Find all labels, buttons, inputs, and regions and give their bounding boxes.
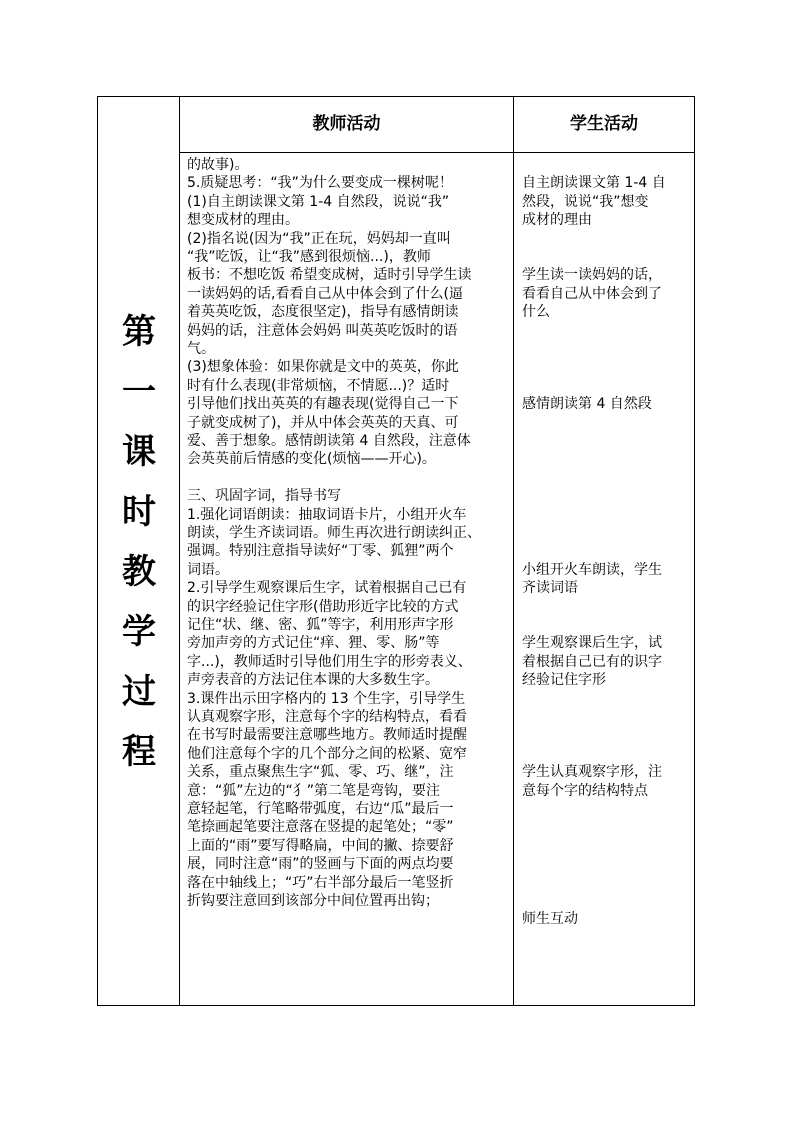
teacher-text-line: 妈妈的话，注意体会妈妈 叫英英吃饭时的语 (187, 322, 458, 339)
teacher-text-line: 意轻起笔，行笔略带弧度，右边“瓜”最后一 (187, 801, 454, 817)
student-text-line: 经验记住字形 (522, 672, 606, 689)
teacher-text-line: 在书写时最需要注意哪些地方。教师适时提醒 (187, 727, 467, 744)
student-text-line: 感情朗读第 4 自然段 (522, 396, 652, 413)
student-text-line: 学生观察课后生字，试 (522, 635, 662, 652)
teacher-text-line: 子就变成树了)，并从中体会英英的天真、可 (187, 414, 459, 431)
side-title-char: 教 (122, 552, 156, 592)
student-activity-header: 学生活动 (570, 114, 638, 134)
student-text-line: 着根据自己已有的识字 (522, 653, 662, 670)
student-text-line: 意每个字的结构特点 (522, 782, 648, 799)
header-row (180, 97, 694, 153)
teacher-text-line: 一读妈妈的话,看看自己从中体会到了什么(逼 (187, 285, 463, 302)
teacher-text-line: 意：“狐”左边的“犭”第二笔是弯钩，要注 (187, 782, 441, 799)
student-text-line: 然段，说说“我”想变 (522, 193, 649, 210)
teacher-text-line: 3.课件出示田字格内的 13 个生字，引导学生 (187, 690, 466, 707)
teacher-text-line: 爱、善于想象。感情朗读第 4 自然段，注意体 (187, 433, 471, 449)
student-text-line: 师生互动 (522, 911, 578, 928)
student-text-line: 自主朗读课文第 1-4 自 (522, 175, 666, 192)
teacher-text-line: (3)想象体验：如果你就是文中的英英，你此 (187, 359, 459, 376)
teacher-text-line: (2)指名说(因为“我”正在玩，妈妈却一直叫 (187, 230, 451, 247)
teacher-text-line: 时有什么表现(非常烦恼，不情愿...)？适时 (187, 377, 450, 394)
side-title-char: 第 (122, 312, 156, 352)
teacher-text-line: 笔捺画起笔要注意落在竖提的起笔处；“零” (187, 819, 454, 836)
teacher-text-line: 板书：不想吃饭 希望变成树，适时引导学生读 (187, 267, 472, 284)
teacher-text-line: (1)自主朗读课文第 1-4 自然段，说说“我” (187, 193, 450, 210)
teacher-activity-cell (180, 153, 514, 1005)
side-title-char: 时 (122, 492, 156, 532)
student-text-line: 学生认真观察字形，注 (522, 764, 662, 781)
teacher-text-line: “我”吃饭，让“我”感到很烦恼...)，教师 (187, 249, 431, 265)
teacher-text-line: 落在中轴线上；“巧”右半部分最后一笔竖折 (187, 874, 454, 891)
side-title-char: 过 (122, 672, 156, 712)
teacher-text-line: 气。 (187, 341, 215, 357)
teacher-text-line: 想变成材的理由。 (187, 212, 299, 229)
student-text-line: 齐读词语 (522, 580, 578, 597)
teacher-text-line: 的识字经验记住字形(借助形近字比较的方式 (187, 598, 459, 615)
teacher-text-line: 上面的“雨”要写得略扁，中间的撇、捺要舒 (187, 837, 454, 854)
teacher-text-line: 会英英前后情感的变化(烦恼——开心)。 (187, 451, 436, 468)
student-text-line: 小组开火车朗读，学生 (522, 561, 662, 578)
teacher-text-line: 词语。 (187, 561, 229, 578)
student-text-line: 看看自己从中体会到了 (522, 285, 662, 302)
student-text-line: 成材的理由 (522, 212, 592, 229)
side-title (98, 302, 180, 782)
teacher-text-line: 的故事)。 (187, 157, 249, 173)
teacher-activity-header: 教师活动 (180, 97, 514, 152)
side-title-char: 一 (122, 372, 156, 412)
teacher-text-line: 朗读，学生齐读词语。师生再次进行朗读纠正、 (187, 525, 481, 541)
teacher-text-line: 1.强化词语朗读：抽取词语卡片，小组开火车 (187, 506, 467, 523)
side-title-column (98, 97, 180, 1005)
side-title-char: 程 (122, 732, 156, 772)
student-text-line: 什么 (522, 304, 550, 321)
teacher-text-line: 三、巩固字词，指导书写 (187, 488, 341, 505)
teacher-text-line: 关系，重点聚焦生字“狐、零、巧、继”，注 (187, 764, 454, 781)
teacher-text-line: 强调。特别注意指导读好“丁零、狐狸”两个 (187, 543, 454, 560)
teacher-text-line: 2.引导学生观察课后生字，试着根据自己已有 (187, 580, 467, 597)
teacher-text-line: 着英英吃饭，态度很坚定)，指导有感情朗读 (187, 304, 459, 321)
lesson-table (97, 96, 695, 1006)
student-activity-cell (514, 153, 694, 1005)
side-title-char: 课 (122, 432, 156, 472)
teacher-text-line: 他们注意每个字的几个部分之间的松紧、宽窄 (187, 745, 467, 762)
teacher-text-line: 声旁表音的方法记住本课的大多数生字。 (187, 672, 439, 689)
side-title-char: 学 (122, 612, 156, 652)
teacher-text-line: 旁加声旁的方式记住“痒、狸、零、肠”等 (187, 635, 440, 652)
student-text-line: 学生读一读妈妈的话， (522, 267, 662, 284)
teacher-text-line: 展，同时注意“雨”的竖画与下面的两点均要 (187, 856, 454, 873)
teacher-text-line: 认真观察字形，注意每个字的结构特点，看看 (187, 709, 467, 725)
teacher-text-line: 字...)，教师适时引导他们用生字的形旁表义、 (187, 653, 472, 670)
teacher-text-line: 折钩要注意回到该部分中间位置再出钩； (187, 893, 439, 909)
teacher-text-line: 5.质疑思考：“我”为什么要变成一棵树呢！ (187, 175, 453, 192)
teacher-text-line: 记住“状、继、密、狐”等字，利用形声字形 (187, 617, 454, 633)
teacher-text-line: 引导他们找出英英的有趣表现(觉得自己一下 (187, 396, 459, 413)
